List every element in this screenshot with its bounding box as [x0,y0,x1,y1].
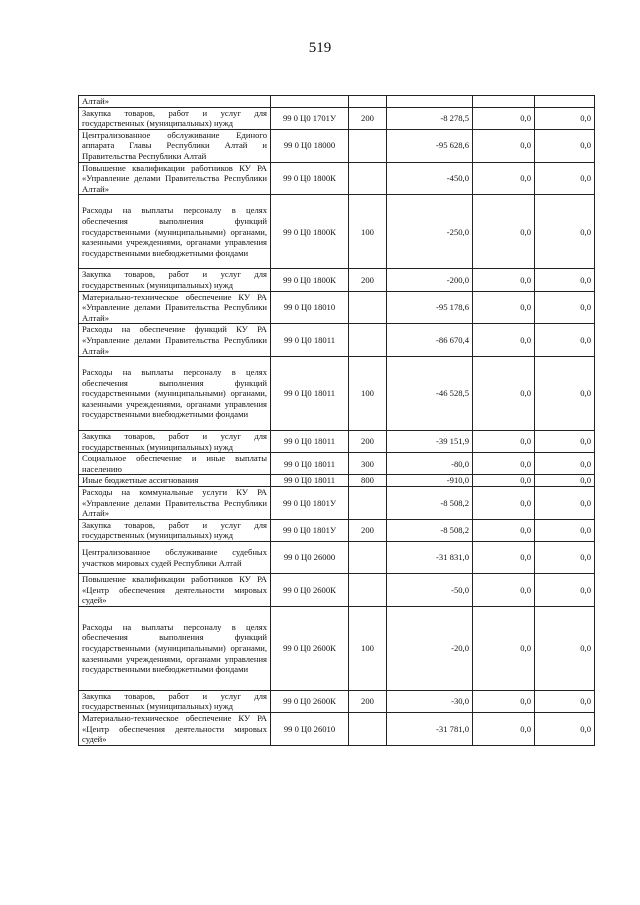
cell-amount-1: -450,0 [387,162,473,195]
cell-amount-3: 0,0 [535,487,595,520]
cell-amount-2: 0,0 [473,475,535,487]
cell-target-code: 99 0 Ц0 18000 [271,129,349,162]
cell-amount-1: -46 528,5 [387,357,473,431]
table-row [79,431,595,453]
cell-amount-3: 0,0 [535,606,595,690]
cell-amount-1: -80,0 [387,453,473,475]
cell-target-code: 99 0 Ц0 2600К [271,574,349,607]
cell-target-code: 99 0 Ц0 1701У [271,107,349,129]
cell-expense-type: 200 [349,431,387,453]
cell-amount-1: -200,0 [387,269,473,291]
cell-target-code: 99 0 Ц0 18011 [271,357,349,431]
cell-expense-type [349,574,387,607]
cell-amount-1: -8 508,2 [387,519,473,541]
table-row [79,162,595,195]
cell-amount-2: 0,0 [473,107,535,129]
table-row [79,291,595,324]
page-number: 519 [308,40,332,56]
cell-amount-3: 0,0 [535,475,595,487]
cell-expense-type: 100 [349,606,387,690]
cell-expense-type: 200 [349,269,387,291]
table-row [79,690,595,712]
cell-amount-2: 0,0 [473,129,535,162]
cell-amount-1: -30,0 [387,690,473,712]
cell-amount-2: 0,0 [473,487,535,520]
cell-amount-3: 0,0 [535,129,595,162]
cell-target-code: 99 0 Ц0 1801У [271,487,349,520]
cell-amount-3: 0,0 [535,269,595,291]
cell-amount-3: 0,0 [535,162,595,195]
cell-target-code: 99 0 Ц0 1800К [271,269,349,291]
cell-expense-type [349,291,387,324]
cell-amount-1: -31 831,0 [387,542,473,574]
cell-item-name: Закупка товаров, работ и услуг для государственных (муниципальных) нужд [79,519,271,541]
cell-target-code: 99 0 Ц0 18010 [271,291,349,324]
cell-target-code: 99 0 Ц0 1800К [271,162,349,195]
cell-target-code: 99 0 Ц0 26000 [271,542,349,574]
cell-amount-2: 0,0 [473,195,535,269]
cell-amount-3: 0,0 [535,453,595,475]
cell-amount-2: 0,0 [473,574,535,607]
cell-item-name: Закупка товаров, работ и услуг для государственных (муниципальных) нужд [79,431,271,453]
cell-expense-type: 200 [349,690,387,712]
cell-item-name: Централизованное обслуживание судебных участков мировых судей Республики Алтай [79,542,271,574]
cell-item-name: Закупка товаров, работ и услуг для государственных (муниципальных) нужд [79,107,271,129]
table-row [79,606,595,690]
cell-expense-type [349,713,387,746]
cell-amount-1: -39 151,9 [387,431,473,453]
cell-amount-2: 0,0 [473,519,535,541]
cell-target-code: 99 0 Ц0 2600К [271,606,349,690]
table-row [79,475,595,487]
cell-item-name: Алтай» [79,96,271,108]
table-row [79,453,595,475]
cell-expense-type: 100 [349,357,387,431]
cell-expense-type [349,162,387,195]
cell-expense-type: 800 [349,475,387,487]
table-row [79,195,595,269]
cell-amount-2: 0,0 [473,357,535,431]
table-row [79,129,595,162]
cell-item-name: Материально-техническое обеспечение КУ РА «Центр обеспечения деятельности мировых судей» [79,713,271,746]
cell-item-name: Закупка товаров, работ и услуг для государственных (муниципальных) нужд [79,269,271,291]
cell-item-name: Расходы на выплаты персоналу в целях обеспечения выполнения функций государственными (муниципальными) органами, казенными учреждениями, органами управления государственными внебюджетными фондами [79,195,271,269]
cell-target-code: 99 0 Ц0 1800К [271,195,349,269]
cell-target-code: 99 0 Ц0 18011 [271,431,349,453]
cell-amount-2: 0,0 [473,162,535,195]
cell-amount-2: 0,0 [473,269,535,291]
cell-expense-type [349,324,387,357]
cell-target-code: 99 0 Ц0 18011 [271,453,349,475]
cell-amount-2 [473,96,535,108]
cell-amount-2: 0,0 [473,542,535,574]
table-row [79,324,595,357]
cell-amount-3: 0,0 [535,357,595,431]
budget-table-body [79,96,595,746]
cell-target-code: 99 0 Ц0 18011 [271,324,349,357]
cell-item-name: Закупка товаров, работ и услуг для государственных (муниципальных) нужд [79,690,271,712]
table-row [79,574,595,607]
table-row [79,713,595,746]
cell-amount-3: 0,0 [535,574,595,607]
budget-table [78,95,595,746]
table-row [79,96,595,108]
cell-amount-3 [535,96,595,108]
table-row [79,542,595,574]
cell-expense-type [349,542,387,574]
cell-amount-3: 0,0 [535,519,595,541]
cell-amount-2: 0,0 [473,291,535,324]
cell-item-name: Расходы на выплаты персоналу в целях обеспечения выполнения функций государственными (муниципальными) органами, казенными учреждениями, органами управления государственными внебюджетными фондами [79,357,271,431]
cell-item-name: Повышение квалификации работников КУ РА «Центр обеспечения деятельности мировых судей» [79,574,271,607]
cell-amount-2: 0,0 [473,431,535,453]
table-row [79,357,595,431]
cell-amount-3: 0,0 [535,542,595,574]
cell-item-name: Иные бюджетные ассигнования [79,475,271,487]
cell-amount-1: -250,0 [387,195,473,269]
cell-amount-3: 0,0 [535,431,595,453]
cell-amount-1: -86 670,4 [387,324,473,357]
cell-target-code: 99 0 Ц0 1801У [271,519,349,541]
cell-expense-type: 200 [349,519,387,541]
cell-amount-1: -50,0 [387,574,473,607]
cell-target-code: 99 0 Ц0 2600К [271,690,349,712]
cell-item-name: Расходы на обеспечение функций КУ РА «Управление делами Правительства Республики Алтай» [79,324,271,357]
cell-amount-1 [387,96,473,108]
table-row [79,269,595,291]
table-row [79,107,595,129]
cell-amount-1: -20,0 [387,606,473,690]
table-row [79,487,595,520]
cell-amount-1: -95 628,6 [387,129,473,162]
cell-amount-1: -8 508,2 [387,487,473,520]
cell-amount-3: 0,0 [535,713,595,746]
cell-amount-2: 0,0 [473,453,535,475]
cell-amount-2: 0,0 [473,713,535,746]
cell-amount-1: -31 781,0 [387,713,473,746]
cell-amount-1: -910,0 [387,475,473,487]
cell-amount-1: -8 278,5 [387,107,473,129]
cell-expense-type [349,487,387,520]
cell-item-name: Централизованное обслуживание Единого аппарата Главы Республики Алтай и Правительства Республики Алтай [79,129,271,162]
cell-expense-type: 200 [349,107,387,129]
cell-expense-type [349,96,387,108]
cell-item-name: Повышение квалификации работников КУ РА «Управление делами Правительства Республики Алтай» [79,162,271,195]
cell-amount-2: 0,0 [473,690,535,712]
cell-expense-type: 300 [349,453,387,475]
cell-amount-2: 0,0 [473,324,535,357]
cell-amount-3: 0,0 [535,195,595,269]
cell-amount-2: 0,0 [473,606,535,690]
cell-item-name: Материально-техническое обеспечение КУ РА «Управление делами Правительства Республики Алтай» [79,291,271,324]
cell-amount-3: 0,0 [535,324,595,357]
cell-item-name: Расходы на выплаты персоналу в целях обеспечения выполнения функций государственными (муниципальными) органами, казенными учреждениями, органами управления государственными внебюджетными фондами [79,606,271,690]
cell-amount-3: 0,0 [535,107,595,129]
cell-expense-type: 100 [349,195,387,269]
cell-item-name: Социальное обеспечение и иные выплаты населению [79,453,271,475]
cell-expense-type [349,129,387,162]
cell-amount-3: 0,0 [535,690,595,712]
table-row [79,519,595,541]
cell-amount-1: -95 178,6 [387,291,473,324]
cell-target-code: 99 0 Ц0 18011 [271,475,349,487]
cell-target-code: 99 0 Ц0 26010 [271,713,349,746]
cell-amount-3: 0,0 [535,291,595,324]
cell-target-code [271,96,349,108]
cell-item-name: Расходы на коммунальные услуги КУ РА «Управление делами Правительства Республики Алтай» [79,487,271,520]
